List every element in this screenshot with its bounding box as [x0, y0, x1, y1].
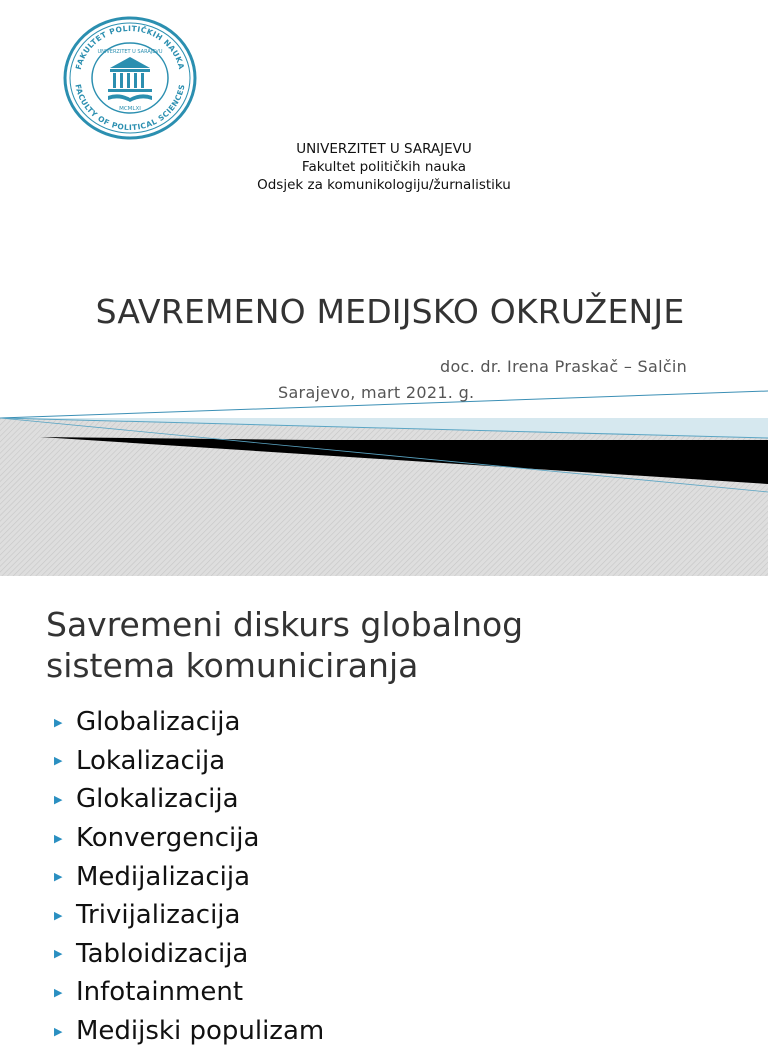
slide-heading-line-2: sistema komuniciranja — [46, 646, 419, 685]
triangle-bullet-icon: ▶ — [54, 908, 63, 922]
triangle-bullet-icon: ▶ — [54, 1024, 63, 1038]
seal-year-text: MCMLXI — [119, 106, 141, 112]
presentation-date: Sarajevo, mart 2021. g. — [278, 383, 475, 402]
list-item-label: Tabloidizacija — [76, 938, 249, 969]
triangle-bullet-icon: ▶ — [54, 715, 63, 729]
list-item — [54, 935, 324, 974]
slide-heading — [46, 604, 746, 686]
content-slide — [0, 576, 768, 1047]
seal-inner-text: UNIVERZITET U SARAJEVU — [97, 49, 163, 55]
list-item-label: Globalizacija — [76, 707, 241, 738]
author-name: doc. dr. Irena Praskač – Salčin — [440, 357, 688, 376]
list-item — [54, 896, 324, 935]
university-name: UNIVERZITET U SARAJEVU — [296, 141, 472, 157]
list-item-label: Glokalizacija — [76, 784, 239, 815]
list-item-label: Konvergencija — [76, 823, 260, 854]
slide-heading-line-1: Savremeni diskurs globalnog — [46, 605, 524, 644]
faculty-seal-logo — [63, 16, 197, 140]
list-item — [54, 742, 324, 781]
list-item — [54, 819, 324, 858]
triangle-bullet-icon: ▶ — [54, 792, 63, 806]
triangle-bullet-icon: ▶ — [54, 985, 63, 999]
list-item-label: Medijski populizam — [76, 1016, 325, 1047]
decorative-stripes — [0, 385, 768, 576]
list-item — [54, 973, 324, 1012]
bullet-list — [54, 703, 324, 1050]
list-item — [54, 780, 324, 819]
faculty-name: Fakultet političkih nauka — [301, 159, 467, 175]
seal-ring-top-text: FAKULTET POLITIČKIH NAUKA — [73, 23, 187, 71]
triangle-bullet-icon: ▶ — [54, 754, 63, 768]
list-item-label: Trivijalizacija — [76, 900, 241, 931]
department-name: Odsjek za komunikologiju/žurnalistiku — [257, 177, 511, 193]
triangle-bullet-icon: ▶ — [54, 870, 63, 884]
list-item-label: Medijalizacija — [76, 861, 251, 892]
list-item — [54, 1012, 324, 1050]
list-item-label: Lokalizacija — [76, 745, 226, 776]
triangle-bullet-icon: ▶ — [54, 831, 63, 845]
slide-title: SAVREMENO MEDIJSKO OKRUŽENJE — [95, 292, 685, 331]
list-item-label: Infotainment — [76, 977, 244, 1008]
triangle-bullet-icon: ▶ — [54, 947, 63, 961]
seal-ring-bottom-text: FACULTY OF POLITICAL SCIENCES — [73, 83, 187, 133]
list-item — [54, 857, 324, 896]
list-item — [54, 703, 324, 742]
